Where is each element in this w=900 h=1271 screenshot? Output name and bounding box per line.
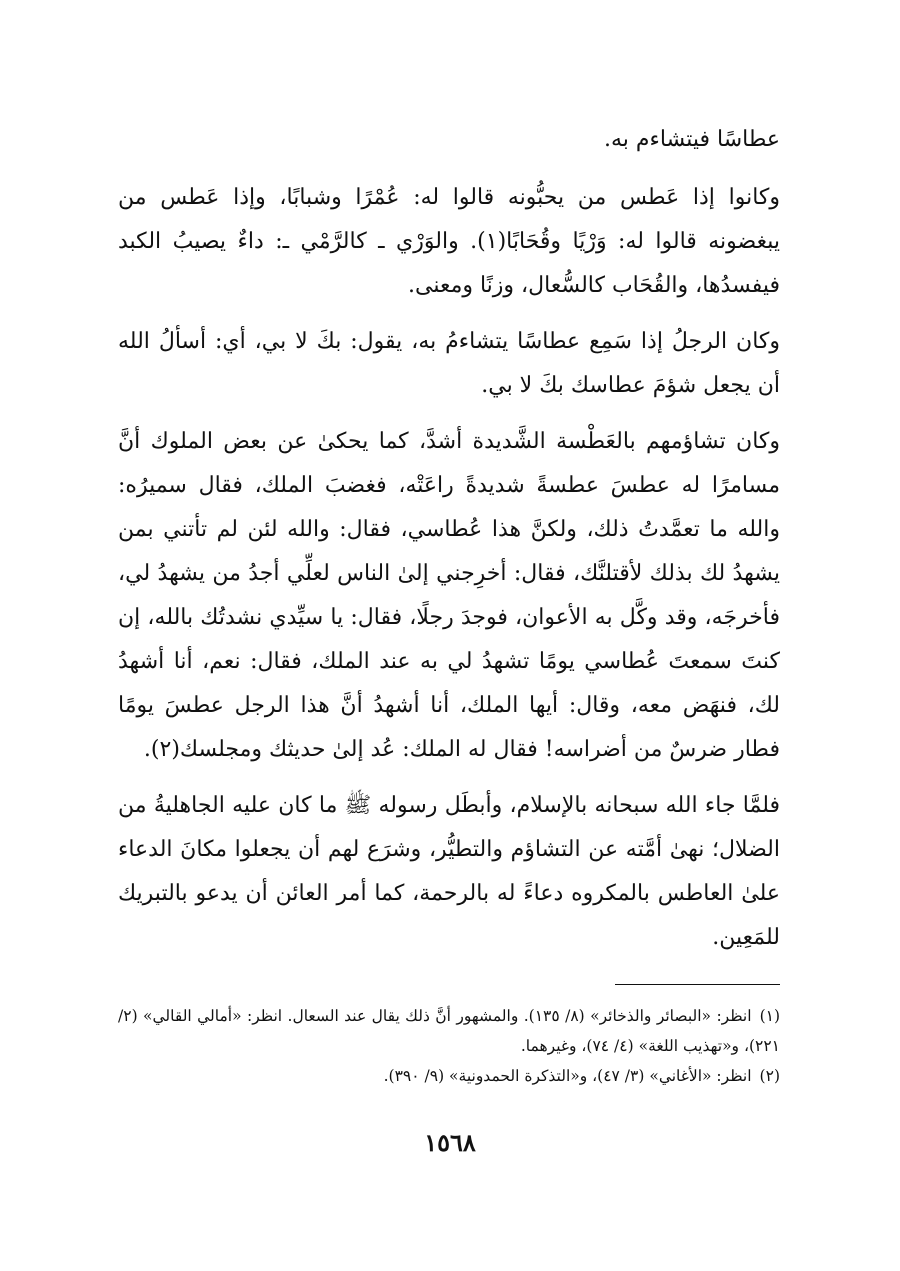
paragraph-2: وكانوا إذا عَطس من يحبُّونه قالوا له: عُمْرًا وشبابًا، وإذا عَطس من يبغضونه قالوا له: وَرْيًا وقُحَابًا(١). والوَرْي ـ كالرَّمْي ـ: داءٌ يصيبُ الكبد فيفسدُها، والقُحَاب كالسُّعال، وزنًا ومعنى. xyxy=(118,185,780,298)
paragraph-4: وكان تشاؤمهم بالعَطْسة الشَّديدة أشدَّ، كما يحكىٰ عن بعض الملوك أنَّ مسامرًا له عطسَ عطسةً شديدةً راعَتْه، فغضبَ الملك، فقال سميرُه: والله ما تعمَّدتُ ذلك، ولكنَّ هذا عُطاسي، فقال: والله لئن لم تأتني بمن يشهدُ لك بذلك لأقتلنَّك، فقال: أخرِجني إلىٰ الناس لعلِّي أجدُ من يشهدُ لي، فأخرجَه، وقد وكَّل به الأعوان، فوجدَ رجلًا، فقال: يا سيِّدي نشدتُك بالله، إن كنتَ سمعتَ عُطاسي يومًا تشهدُ لي به عند الملك، فقال: نعم، أنا أشهدُ لك، فنهَض معه، وقال: أيها الملك، أنا أشهدُ أنَّ هذا الرجل عطسَ يومًا فطار ضرسٌ من أضراسه! فقال له الملك: عُد إلىٰ حديثك ومجلسك(٢). xyxy=(118,429,780,762)
page-content xyxy=(118,118,780,1091)
paragraph-1: عطاسًا فيتشاءم به. xyxy=(604,127,780,152)
footnote-1 xyxy=(118,1001,780,1061)
footnote-2-text: انظر: «الأغاني» (٣/ ٤٧)، و«التذكرة الحمدونية» (٩/ ٣٩٠). xyxy=(383,1067,752,1085)
footnote-divider xyxy=(615,984,780,985)
paragraph-5: فلمَّا جاء الله سبحانه بالإسلام، وأبطَل رسوله ﷺ ما كان عليه الجاهليةُ من الضلال؛ نهىٰ أمَّته عن التشاؤم والتطيُّر، وشرَع لهم أن يجعلوا مكانَ الدعاء علىٰ العاطس بالمكروه دعاءً له بالرحمة، كما أمر العائن أن يدعو بالتبريك للمَعِين. xyxy=(118,793,780,950)
footnote-1-text: انظر: «البصائر والذخائر» (٨/ ١٣٥). والمشهور أنَّ ذلك يقال عند السعال. انظر: «أمالي القالي» (٢/ ٢٢١)، و«تهذيب اللغة» (٤/ ٧٤)، وغيرهما. xyxy=(118,1007,780,1055)
footnote-2-number: (٢) xyxy=(759,1067,780,1085)
footnote-1-number: (١) xyxy=(759,1007,781,1025)
page-number: ١٥٦٨ xyxy=(424,1128,476,1157)
footnotes xyxy=(118,1001,780,1091)
footnote-2 xyxy=(118,1061,780,1091)
paragraph-3: وكان الرجلُ إذا سَمِع عطاسًا يتشاءمُ به، يقول: بكَ لا بي، أي: أسألُ الله أن يجعل شؤمَ عطاسك بكَ لا بي. xyxy=(118,329,780,398)
